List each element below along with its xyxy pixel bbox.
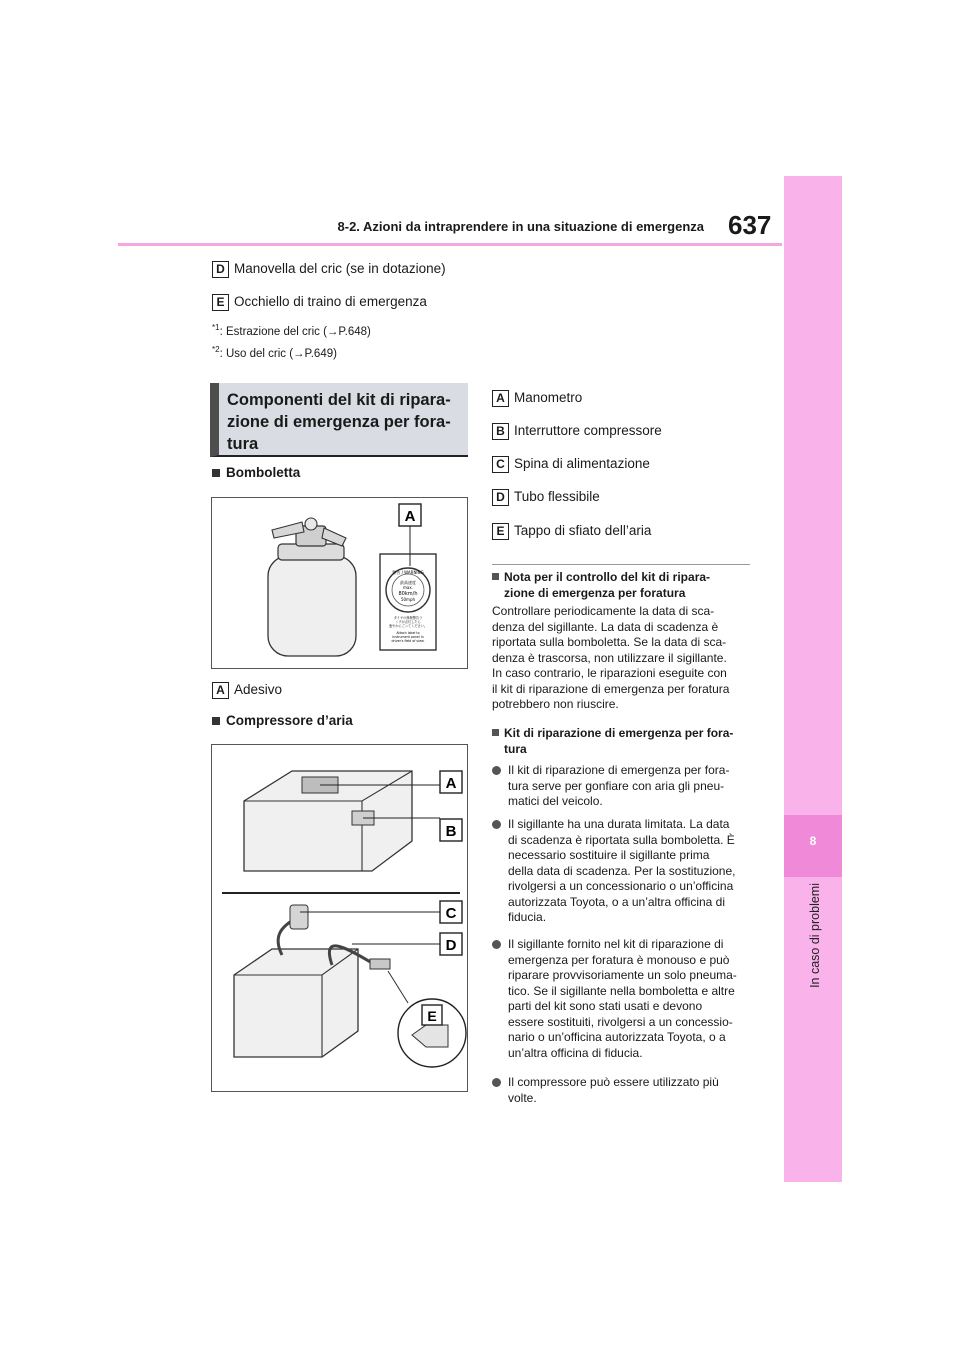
chapter-title: In caso di problemi (808, 883, 822, 988)
section-heading (210, 383, 468, 457)
section-heading-line: tura (227, 435, 259, 453)
sticker-mph: 50mph (400, 597, 416, 602)
item-text: Tappo di sfiato dell’aria (514, 523, 652, 539)
subsection-title: Compressore d’aria (226, 713, 353, 728)
item-label: B (492, 423, 509, 440)
compressor-figure (211, 744, 468, 1092)
footnote-text: : Uso del cric (→P.649) (219, 347, 337, 360)
square-bullet-icon (212, 717, 220, 725)
item-label: A (212, 682, 229, 699)
sticker-en-3: driver's field of view. (391, 639, 425, 643)
sticker-kmh: 80km/h (398, 591, 418, 597)
item-label: A (492, 390, 509, 407)
sticker-jp-2: ンプが点灯したら (395, 620, 421, 624)
sticker-warning: 警告 / WARNING (392, 570, 424, 575)
figure-label: D (445, 937, 457, 954)
footnote-text: : Estrazione del cric (→P.648) (219, 325, 371, 338)
bottle-figure (211, 497, 468, 669)
item-text: Adesivo (234, 682, 283, 698)
list-item (492, 423, 662, 440)
sticker-en-1: Attach label to (396, 631, 420, 635)
item-text: Occhiello di traino di emergenza (234, 294, 427, 310)
sticker-top: 最高速度 (400, 580, 416, 585)
item-label: E (492, 523, 509, 540)
list-item (212, 294, 427, 311)
bottle-illustration (212, 498, 467, 668)
figure-label: A (404, 508, 416, 525)
note-divider (492, 564, 750, 565)
subsection-title: Bomboletta (226, 465, 301, 480)
chapter-sidebar (784, 176, 842, 1182)
footnote (212, 345, 337, 360)
page-number: 637 (728, 210, 772, 240)
subsection-heading (212, 465, 300, 480)
list-item (492, 523, 651, 540)
sticker-jp-1: タイヤの修理警告ラ (393, 616, 423, 620)
item-label: C (492, 456, 509, 473)
item-text: Spina di alimentazione (514, 456, 650, 472)
item-label: D (212, 261, 229, 278)
note-title: Nota per il controllo del kit di ripara- zione di emergenza per foratura (492, 570, 750, 601)
sticker-en-2: instrument panel in (392, 635, 424, 639)
subsection-heading (212, 713, 353, 728)
footnote-mark: *2 (212, 345, 220, 354)
footnote-mark: *1 (212, 323, 220, 332)
list-item (212, 261, 446, 278)
square-bullet-icon (492, 729, 499, 736)
bullet-item: Il kit di riparazione di emergenza per fora- tura serve per gonfiare con aria gli pneu- matici del veicolo. (492, 763, 750, 813)
square-bullet-icon (212, 469, 220, 477)
bullet-icon (492, 820, 501, 829)
sticker-max: max. (403, 585, 413, 590)
figure-label: A (445, 775, 457, 792)
item-label: E (212, 294, 229, 311)
list-item (492, 390, 582, 407)
section-title: 8-2. Azioni da intraprendere in una situazione di emergenza (337, 219, 704, 234)
figure-label: B (445, 823, 457, 840)
sticker-jp-3: 速やかにごってください。 (388, 624, 428, 628)
note-body: Controllare periodicamente la data di sca- denza del sigillante. La data di scadenza è riportata sulla bomboletta. Se la data di sca- denza è trascorsa, non utilizzare il sigillante. In caso contrario, le riparazioni eseguite con il kit di riparazione di emergenza per foratura potrebbero non riuscire. (492, 604, 730, 711)
item-text: Interruttore compressore (514, 423, 662, 439)
section-heading-line: Componenti del kit di ripara- (227, 391, 451, 409)
list-item (492, 489, 600, 506)
bullet-icon (492, 766, 501, 775)
figure-label: C (445, 905, 457, 922)
list-item (212, 682, 282, 699)
item-text: Manovella del cric (se in dotazione) (234, 261, 446, 277)
note-title: Kit di riparazione di emergenza per fora- tura (492, 726, 750, 757)
bullet-item: Il compressore può essere utilizzato più volte. (492, 1075, 750, 1109)
header-rule (118, 243, 782, 246)
compressor-illustration (212, 745, 467, 1091)
footnote (212, 323, 371, 338)
figure-label: E (427, 1008, 437, 1024)
bullet-item: Il sigillante fornito nel kit di riparazione di emergenza per foratura è monouso e può riparare provvisoriamente un solo pneuma- tico. Se il sigillante nella bomboletta e altre parti del kit sono stati usati e devono essere sostituiti, rivolgersi a un concessio- nario o un’officina autorizzata Toyota, o a un’altra officina di fiducia. (492, 937, 750, 1067)
bullet-item: Il sigillante ha una durata limitata. La data di scadenza è riportata sulla bomboletta. È necessario sostituire il sigillante prima della data di scadenza. Per la sostituzione, rivolgersi a un concessionario o un’officina autorizzata Toyota, o a un’altra officina di fiducia. (492, 817, 750, 932)
square-bullet-icon (492, 573, 499, 580)
item-label: D (492, 489, 509, 506)
item-text: Manometro (514, 390, 583, 406)
bullet-icon (492, 1078, 501, 1087)
item-text: Tubo flessibile (514, 489, 600, 505)
chapter-number: 8 (809, 834, 817, 848)
section-heading-line: zione di emergenza per fora- (227, 413, 451, 431)
bullet-icon (492, 940, 501, 949)
list-item (492, 456, 650, 473)
